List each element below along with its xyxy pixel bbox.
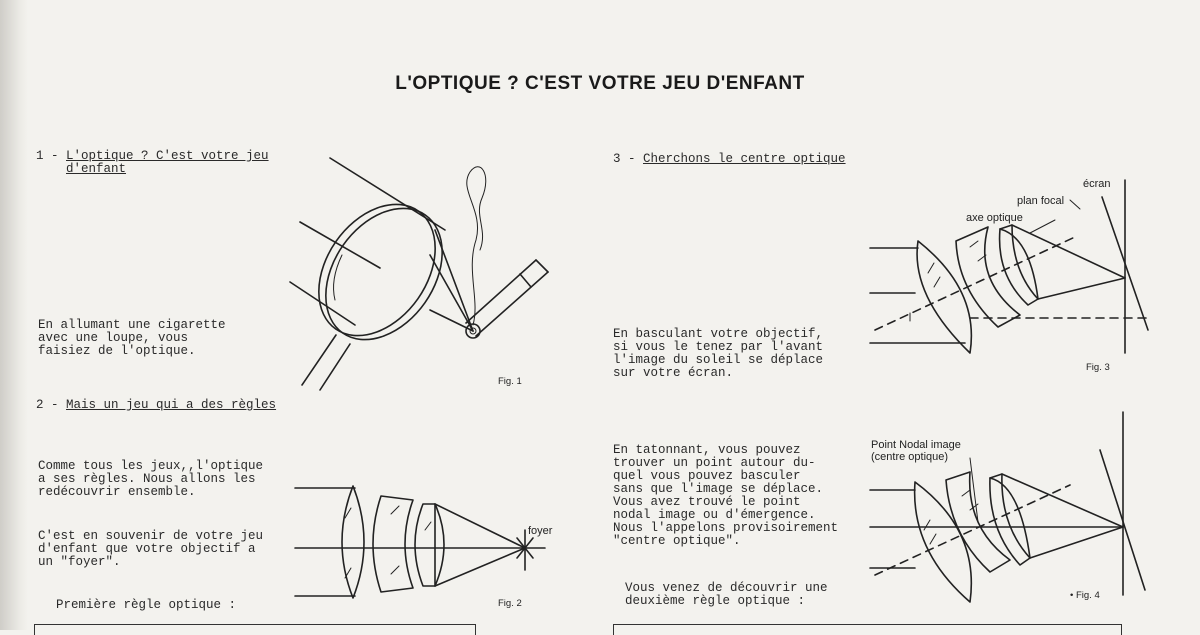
nodal-lens-3-rear bbox=[990, 478, 1030, 558]
section-1-number: 1 - bbox=[36, 149, 67, 163]
focus-ray-3 bbox=[430, 255, 473, 331]
plan-focal-label: plan focal bbox=[1017, 195, 1065, 207]
section-3-line: En tatonnant, vous pouvez bbox=[613, 443, 801, 457]
section-3-line: Vous avez trouvé le point bbox=[613, 495, 801, 509]
figure-1-label: Fig. 1 bbox=[498, 376, 522, 387]
glass-hatch bbox=[924, 520, 930, 530]
section-2-heading bbox=[36, 399, 276, 412]
foyer-label: foyer bbox=[528, 525, 553, 537]
section-3-line: deuxième règle optique : bbox=[625, 594, 806, 608]
lens-element-2 bbox=[373, 496, 413, 592]
nodal-label-line: Point Nodal image bbox=[871, 439, 961, 451]
section-3-text-b bbox=[613, 444, 838, 548]
loupe-handle-left bbox=[302, 335, 336, 385]
section-3-number: 3 - bbox=[613, 152, 644, 166]
section-3-heading-text: Cherchons le centre optique bbox=[643, 152, 846, 166]
section-3-line: sur votre écran. bbox=[613, 366, 734, 380]
lens-element-3 bbox=[415, 504, 435, 586]
tilted-lens-2 bbox=[956, 227, 1020, 327]
section-2-text-a bbox=[38, 460, 263, 499]
section-2-heading-text: Mais un jeu qui a des règles bbox=[66, 398, 277, 412]
section-3-line: l'image du soleil se déplace bbox=[613, 353, 824, 367]
section-1-heading-line2: d'enfant bbox=[66, 162, 127, 176]
nodal-lens-1 bbox=[915, 482, 972, 602]
lens-element-3-rear bbox=[435, 504, 444, 586]
cigarette-end bbox=[536, 260, 548, 272]
section-3-line: "centre optique". bbox=[613, 534, 741, 548]
converging-ray-bottom bbox=[435, 548, 525, 586]
section-2-line: redécouvrir ensemble. bbox=[38, 485, 196, 499]
figure-1-magnifier bbox=[280, 150, 570, 390]
section-3-line: Nous l'appelons provisoirement bbox=[613, 521, 839, 535]
glass-hatch bbox=[391, 506, 399, 514]
section-3-line: En basculant votre objectif, bbox=[613, 327, 824, 341]
glass-hatch bbox=[962, 490, 970, 496]
lens-element-1 bbox=[342, 486, 364, 598]
section-2-number: 2 - bbox=[36, 398, 67, 412]
section-2-line: Comme tous les jeux,,l'optique bbox=[38, 459, 264, 473]
nodal-label-line: (centre optique) bbox=[871, 451, 949, 463]
loupe-glare bbox=[334, 255, 342, 300]
section-3-line: trouver un point autour du- bbox=[613, 456, 816, 470]
figure-3-label: Fig. 3 bbox=[1086, 362, 1110, 373]
page-title: L'OPTIQUE ? C'EST VOTRE JEU D'ENFANT bbox=[395, 73, 805, 94]
section-2-line: d'enfant que votre objectif a bbox=[38, 542, 256, 556]
converging-ray-bottom bbox=[1038, 278, 1125, 299]
glass-hatch bbox=[970, 241, 978, 247]
section-3-text-a bbox=[613, 328, 823, 380]
nodal-label bbox=[871, 439, 961, 463]
glass-hatch bbox=[930, 534, 936, 544]
section-3-line: sans que l'image se déplace. bbox=[613, 482, 824, 496]
glass-hatch bbox=[425, 522, 431, 530]
figure-2-label: Fig. 2 bbox=[498, 598, 522, 609]
smoke-curl bbox=[467, 167, 486, 325]
loupe-lens-front bbox=[295, 182, 460, 357]
axe-optique-label: axe optique bbox=[966, 212, 1023, 224]
plan-focal-leader bbox=[1070, 200, 1080, 209]
section-3-line: quel vous pouvez basculer bbox=[613, 469, 801, 483]
sunray-bottom bbox=[290, 282, 355, 325]
tilted-lens-3-rear bbox=[1000, 229, 1038, 299]
tilted-lens-3 bbox=[1000, 225, 1038, 305]
first-rule-label: Première règle optique : bbox=[56, 598, 237, 612]
glass-hatch bbox=[928, 263, 934, 273]
section-3-line: si vous le tenez par l'avant bbox=[613, 340, 824, 354]
section-1-line: faisiez de l'optique. bbox=[38, 344, 196, 358]
axe-optique-dashed bbox=[875, 237, 1075, 330]
section-1-heading-cont bbox=[66, 163, 126, 176]
section-3-line: Vous venez de découvrir une bbox=[625, 581, 828, 595]
converging-ray-top bbox=[1002, 474, 1123, 527]
figure-2-lens-system bbox=[295, 478, 545, 603]
converging-ray-top bbox=[1012, 225, 1125, 278]
section-1-heading-line1: L'optique ? C'est votre jeu bbox=[66, 149, 269, 163]
figure-4-label: • Fig. 4 bbox=[1070, 590, 1100, 601]
cigarette-filter-line bbox=[520, 274, 531, 287]
section-1-line: avec une loupe, vous bbox=[38, 331, 189, 345]
figure-3-tilted-lens bbox=[870, 175, 1155, 360]
section-1-line: En allumant une cigarette bbox=[38, 318, 226, 332]
sunray-middle bbox=[300, 222, 380, 268]
section-1-text bbox=[38, 319, 226, 358]
section-2-line: C'est en souvenir de votre jeu bbox=[38, 529, 264, 543]
converging-ray-top bbox=[435, 504, 525, 548]
ecran-label: écran bbox=[1083, 178, 1111, 190]
section-2-text-b bbox=[38, 530, 263, 569]
section-3-line: nodal image ou d'émergence. bbox=[613, 508, 816, 522]
converging-ray-bottom bbox=[1030, 527, 1123, 558]
tilted-axis-dashed bbox=[875, 485, 1070, 575]
section-2-line: a ses règles. Nous allons les bbox=[38, 472, 256, 486]
section-3-text-c bbox=[625, 582, 828, 608]
section-3-heading bbox=[613, 153, 846, 166]
glass-hatch bbox=[391, 566, 399, 574]
section-2-line: un "foyer". bbox=[38, 555, 121, 569]
glass-hatch bbox=[934, 277, 940, 287]
axe-optique-leader bbox=[1030, 220, 1055, 233]
